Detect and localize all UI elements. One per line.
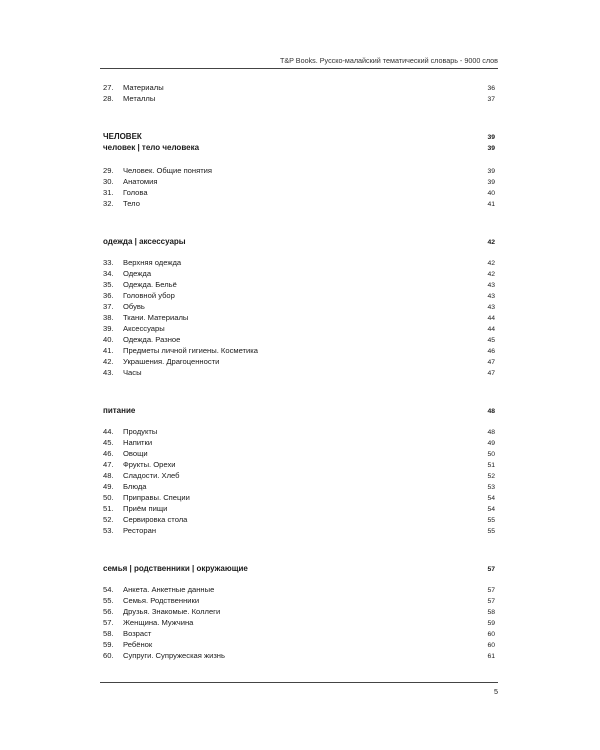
toc-group bbox=[103, 257, 495, 378]
toc-entry-label bbox=[103, 279, 177, 290]
toc-entry-title: Приправы. Специи bbox=[123, 493, 190, 502]
toc-entry-label bbox=[103, 437, 152, 448]
toc-page-number: 44 bbox=[487, 315, 495, 322]
toc-entry-label bbox=[103, 481, 147, 492]
toc-entry-number: 33. bbox=[103, 258, 114, 267]
toc-entry bbox=[103, 279, 495, 290]
toc-heading-title: человек | тело человека bbox=[103, 143, 200, 152]
toc-entry bbox=[103, 459, 495, 470]
toc-entry-number: 49. bbox=[103, 482, 114, 491]
toc-page-number: 49 bbox=[487, 440, 495, 447]
toc-entry-label bbox=[103, 356, 219, 367]
toc-entry-number: 40. bbox=[103, 335, 114, 344]
toc-page-number: 45 bbox=[487, 337, 495, 344]
toc-entry bbox=[103, 628, 495, 639]
toc-entry-number: 37. bbox=[103, 302, 114, 311]
toc-entry-label bbox=[103, 448, 148, 459]
toc-entry-number: 47. bbox=[103, 460, 114, 469]
toc-entry-title: Ткани. Материалы bbox=[123, 313, 189, 322]
toc-entry bbox=[103, 426, 495, 437]
toc-entry-number: 35. bbox=[103, 280, 114, 289]
toc-page-number: 47 bbox=[487, 370, 495, 377]
toc-page-number: 40 bbox=[487, 190, 495, 197]
toc-entry bbox=[103, 93, 495, 104]
toc-entry-title: Овощи bbox=[123, 449, 148, 458]
toc-page-number: 48 bbox=[487, 408, 495, 415]
toc-entry-label bbox=[103, 650, 225, 661]
toc-entry bbox=[103, 367, 495, 378]
toc-entry bbox=[103, 187, 495, 198]
toc-entry bbox=[103, 356, 495, 367]
toc-page-number: 61 bbox=[487, 653, 495, 660]
toc-entry-label bbox=[103, 470, 180, 481]
toc-group bbox=[103, 82, 495, 104]
toc-entry bbox=[103, 176, 495, 187]
toc-entry-label bbox=[103, 187, 148, 198]
toc-page-number: 44 bbox=[487, 326, 495, 333]
spacer bbox=[103, 153, 495, 165]
toc-section-heading bbox=[103, 563, 495, 574]
toc-entry-title: Часы bbox=[123, 368, 142, 377]
toc-entry bbox=[103, 481, 495, 492]
toc-entry-title: Предметы личной гигиены. Косметика bbox=[123, 346, 258, 355]
toc-page-number: 43 bbox=[487, 282, 495, 289]
toc-entry-title: Одежда bbox=[123, 269, 152, 278]
toc-entry-number: 48. bbox=[103, 471, 114, 480]
toc-entry-number: 52. bbox=[103, 515, 114, 524]
toc-entry bbox=[103, 525, 495, 536]
toc-entry-title: Человек. Общие понятия bbox=[123, 166, 213, 175]
toc-page-number: 60 bbox=[487, 642, 495, 649]
toc-entry-title: Анкета. Анкетные данные bbox=[123, 585, 215, 594]
toc-entry-number: 58. bbox=[103, 629, 114, 638]
toc-entry-title: Ресторан bbox=[123, 526, 157, 535]
header-rule bbox=[100, 68, 498, 69]
toc-entry bbox=[103, 334, 495, 345]
toc-entry-number: 45. bbox=[103, 438, 114, 447]
toc-entry-title: Головной убор bbox=[123, 291, 175, 300]
toc-entry-label bbox=[103, 525, 156, 536]
toc-entry-number: 29. bbox=[103, 166, 114, 175]
toc-entry-title: Друзья. Знакомые. Коллеги bbox=[123, 607, 221, 616]
toc-entry-label bbox=[103, 584, 214, 595]
toc-entry-title: Металлы bbox=[123, 94, 156, 103]
toc-entry-title: Украшения. Драгоценности bbox=[123, 357, 220, 366]
toc-entry-label bbox=[103, 257, 181, 268]
toc-entry bbox=[103, 639, 495, 650]
toc-page-number: 52 bbox=[487, 473, 495, 480]
toc-entry-title: Приём пищи bbox=[123, 504, 168, 513]
toc-page-number: 37 bbox=[487, 96, 495, 103]
toc-entry bbox=[103, 470, 495, 481]
toc-page-number: 39 bbox=[487, 168, 495, 175]
toc-page-number: 46 bbox=[487, 348, 495, 355]
toc-heading-title: семья | родственники | окружающие bbox=[103, 564, 248, 573]
toc-page-number: 48 bbox=[487, 429, 495, 436]
toc-page-number: 43 bbox=[487, 304, 495, 311]
toc-entry bbox=[103, 617, 495, 628]
toc-page-number: 36 bbox=[487, 85, 495, 92]
toc-page-number: 54 bbox=[487, 506, 495, 513]
toc-entry-title: Женщина. Мужчина bbox=[123, 618, 194, 627]
toc-page-number: 57 bbox=[487, 598, 495, 605]
toc-entry bbox=[103, 312, 495, 323]
toc-entry-label bbox=[103, 323, 165, 334]
toc-entry-label bbox=[103, 514, 187, 525]
toc-entry-number: 31. bbox=[103, 188, 114, 197]
toc-entry-number: 36. bbox=[103, 291, 114, 300]
toc-entry-number: 44. bbox=[103, 427, 114, 436]
toc-entry bbox=[103, 301, 495, 312]
toc-page-number: 58 bbox=[487, 609, 495, 616]
toc-entry-number: 46. bbox=[103, 449, 114, 458]
toc-entry-number: 56. bbox=[103, 607, 114, 616]
toc-entry-label bbox=[103, 334, 180, 345]
toc-entry-title: Одежда. Разное bbox=[123, 335, 181, 344]
toc-group bbox=[103, 584, 495, 661]
footer-rule bbox=[100, 682, 498, 683]
toc-entry bbox=[103, 257, 495, 268]
toc-entry bbox=[103, 448, 495, 459]
toc-entry-label bbox=[103, 606, 220, 617]
toc-entry-label bbox=[103, 268, 151, 279]
toc-entry-title: Ребёнок bbox=[123, 640, 153, 649]
toc-entry-number: 27. bbox=[103, 83, 114, 92]
spacer bbox=[103, 378, 495, 405]
toc-entry bbox=[103, 198, 495, 209]
toc-page-number: 59 bbox=[487, 620, 495, 627]
toc-page-number: 57 bbox=[487, 566, 495, 573]
toc-entry-number: 51. bbox=[103, 504, 114, 513]
toc-entry bbox=[103, 165, 495, 176]
toc-entry-number: 30. bbox=[103, 177, 114, 186]
toc-heading-title: питание bbox=[103, 406, 136, 415]
toc-page-number: 53 bbox=[487, 484, 495, 491]
toc-entry-label bbox=[103, 290, 175, 301]
spacer bbox=[103, 416, 495, 426]
toc-group bbox=[103, 426, 495, 536]
toc-page-number: 39 bbox=[487, 145, 495, 152]
toc-entry-number: 39. bbox=[103, 324, 114, 333]
toc-entry bbox=[103, 503, 495, 514]
toc-entry-label bbox=[103, 628, 151, 639]
toc-page-number: 42 bbox=[487, 239, 495, 246]
toc-entry-label bbox=[103, 82, 164, 93]
toc-page-number: 41 bbox=[487, 201, 495, 208]
running-header: T&P Books. Русско-малайский тематический словарь - 9000 слов bbox=[279, 56, 498, 65]
toc-heading-title: одежда | аксессуары bbox=[103, 237, 186, 246]
toc-section-heading bbox=[103, 405, 495, 416]
toc-entry-label bbox=[103, 617, 193, 628]
toc-entry bbox=[103, 437, 495, 448]
toc-entry bbox=[103, 492, 495, 503]
toc-entry-title: Продукты bbox=[123, 427, 158, 436]
toc-entry bbox=[103, 650, 495, 661]
toc-entry-label bbox=[103, 301, 145, 312]
toc-entry-label bbox=[103, 345, 258, 356]
toc-entry-number: 42. bbox=[103, 357, 114, 366]
toc-entry-label bbox=[103, 459, 176, 470]
toc-entry-title: Аксессуары bbox=[123, 324, 165, 333]
toc-group bbox=[103, 165, 495, 209]
page-number: 5 bbox=[494, 687, 498, 696]
toc-page-number: 42 bbox=[487, 260, 495, 267]
toc-entry bbox=[103, 290, 495, 301]
toc-entry-number: 53. bbox=[103, 526, 114, 535]
toc-entry-title: Материалы bbox=[123, 83, 164, 92]
toc-entry-title: Напитки bbox=[123, 438, 153, 447]
toc-page-number: 39 bbox=[487, 179, 495, 186]
toc-entry-number: 54. bbox=[103, 585, 114, 594]
toc-entry-title: Фрукты. Орехи bbox=[123, 460, 176, 469]
toc-entry-number: 34. bbox=[103, 269, 114, 278]
toc-entry-label bbox=[103, 312, 188, 323]
toc-entry-title: Обувь bbox=[123, 302, 145, 311]
toc-entry-number: 55. bbox=[103, 596, 114, 605]
toc-entry-title: Тело bbox=[123, 199, 140, 208]
toc-entry bbox=[103, 323, 495, 334]
toc-entry-number: 38. bbox=[103, 313, 114, 322]
table-of-contents bbox=[103, 82, 495, 661]
toc-entry-title: Возраст bbox=[123, 629, 152, 638]
toc-heading-title: ЧЕЛОВЕК bbox=[103, 132, 142, 141]
toc-entry-label bbox=[103, 93, 155, 104]
toc-entry bbox=[103, 345, 495, 356]
toc-page-number: 55 bbox=[487, 528, 495, 535]
toc-entry-number: 43. bbox=[103, 368, 114, 377]
toc-entry-number: 60. bbox=[103, 651, 114, 660]
toc-entry-number: 41. bbox=[103, 346, 114, 355]
toc-section-heading bbox=[103, 236, 495, 247]
toc-entry bbox=[103, 606, 495, 617]
toc-entry-label bbox=[103, 595, 199, 606]
toc-page-number: 42 bbox=[487, 271, 495, 278]
toc-entry bbox=[103, 268, 495, 279]
toc-entry-title: Одежда. Бельё bbox=[123, 280, 177, 289]
toc-page-number: 54 bbox=[487, 495, 495, 502]
toc-entry-number: 59. bbox=[103, 640, 114, 649]
toc-entry-number: 57. bbox=[103, 618, 114, 627]
toc-entry-number: 32. bbox=[103, 199, 114, 208]
toc-page-number: 60 bbox=[487, 631, 495, 638]
toc-entry-label bbox=[103, 639, 152, 650]
spacer bbox=[103, 209, 495, 236]
toc-entry-label bbox=[103, 367, 142, 378]
toc-page-number: 47 bbox=[487, 359, 495, 366]
toc-entry-title: Семья. Родственники bbox=[123, 596, 200, 605]
toc-page-number: 39 bbox=[487, 134, 495, 141]
toc-entry-label bbox=[103, 176, 158, 187]
toc-entry-label bbox=[103, 165, 212, 176]
toc-entry bbox=[103, 82, 495, 93]
toc-entry-label bbox=[103, 198, 140, 209]
toc-entry-number: 28. bbox=[103, 94, 114, 103]
toc-entry bbox=[103, 584, 495, 595]
toc-entry-number: 50. bbox=[103, 493, 114, 502]
toc-page-number: 55 bbox=[487, 517, 495, 524]
toc-page-number: 43 bbox=[487, 293, 495, 300]
toc-section-heading bbox=[103, 142, 495, 153]
toc-page-number: 50 bbox=[487, 451, 495, 458]
toc-entry-title: Голова bbox=[123, 188, 148, 197]
toc-entry bbox=[103, 514, 495, 525]
toc-entry-title: Сладости. Хлеб bbox=[123, 471, 180, 480]
spacer bbox=[103, 247, 495, 257]
toc-entry-title: Верхняя одежда bbox=[123, 258, 182, 267]
toc-entry-title: Блюда bbox=[123, 482, 147, 491]
toc-entry-title: Анатомия bbox=[123, 177, 158, 186]
spacer bbox=[103, 574, 495, 584]
toc-chapter-heading bbox=[103, 131, 495, 142]
toc-entry-title: Супруги. Супружеская жизнь bbox=[123, 651, 225, 660]
toc-entry-label bbox=[103, 492, 190, 503]
toc-page-number: 57 bbox=[487, 587, 495, 594]
toc-entry-label bbox=[103, 503, 167, 514]
toc-page-number: 51 bbox=[487, 462, 495, 469]
spacer bbox=[103, 104, 495, 131]
toc-entry bbox=[103, 595, 495, 606]
spacer bbox=[103, 536, 495, 563]
toc-entry-label bbox=[103, 426, 157, 437]
toc-entry-title: Сервировка стола bbox=[123, 515, 188, 524]
